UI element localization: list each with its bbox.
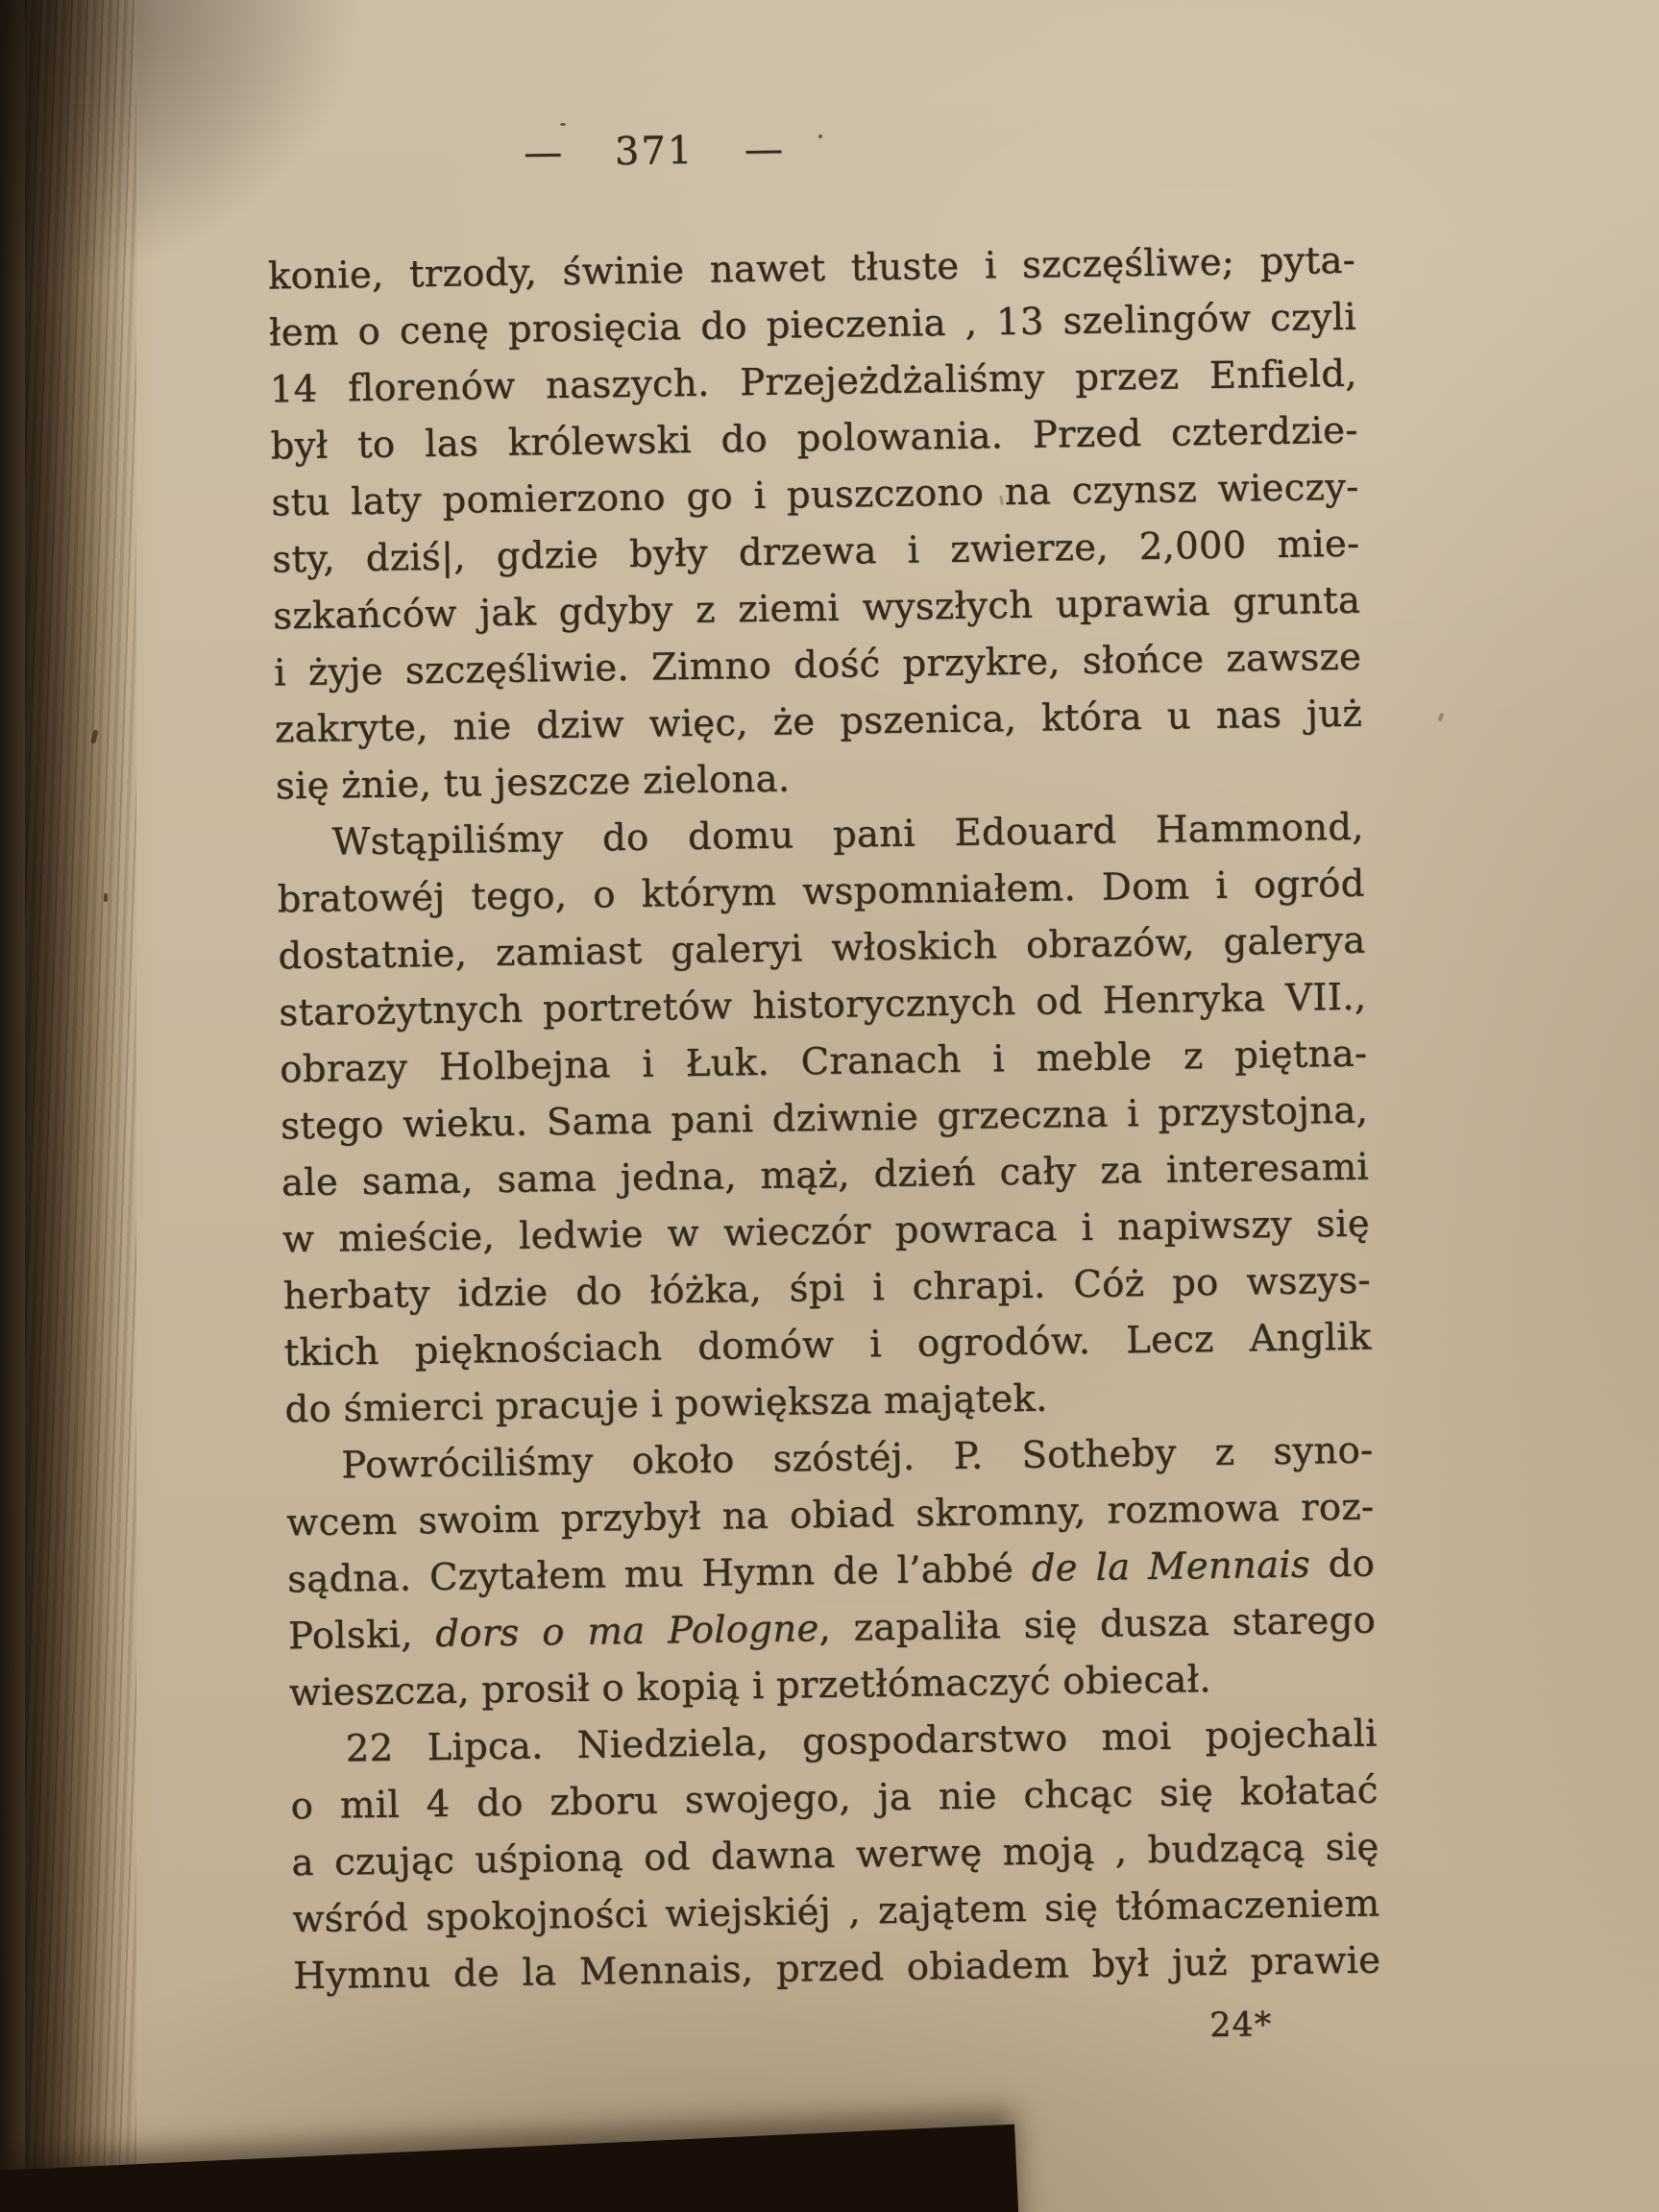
text-line: w mieście, ledwie w wieczór powraca i napiwszy się (281, 1202, 1371, 1262)
text-line: sądna. Czytałem mu Hymn de l’abbé de la Mennais do (286, 1542, 1376, 1602)
text-line: dostatnie, zamiast galeryi włoskich obrazów, galerya (278, 918, 1366, 979)
text-line: stego wieku. Sama pani dziwnie grzeczna i przystojna, (280, 1088, 1369, 1149)
text-line: 14 florenów naszych. Przejeżdżaliśmy przez Enfield, (269, 352, 1358, 412)
ink-speck (104, 893, 108, 902)
text-line: łem o cenę prosięcia do pieczenia , 13 szelingów czyli (268, 295, 1357, 355)
text-line: 22 Lipca. Niedziela, gospodarstwo moi pojechali (345, 1712, 1378, 1771)
text-line: stu laty pomierzono go i puszczono na czynsz wieczy- (271, 465, 1359, 525)
book-gutter-shadow (25, 0, 136, 2212)
table-background (0, 2125, 1021, 2212)
text-line: tkich pięknościach domów i ogrodów. Lecz Anglik (283, 1315, 1372, 1375)
text-line: o mil 4 do zboru swojego, ja nie chcąc się kołatać (290, 1768, 1378, 1829)
text-line: konie, trzody, świnie nawet tłuste i szczęśliwe; pyta- (267, 238, 1356, 299)
signature-mark: 24* (1208, 2005, 1273, 2046)
text-line: starożytnych portretów historycznych od Henryka VII., (279, 975, 1367, 1035)
text-line: bratowéj tego, o którym wspomniałem. Dom i ogród (277, 862, 1365, 922)
page-text (266, 119, 1382, 2095)
text-block (268, 232, 1381, 2005)
text-line: Wstąpiliśmy do domu pani Edouard Hammond, (331, 805, 1365, 864)
text-line: Powróciliśmy około szóstéj. P. Sotheby z syno- (341, 1428, 1374, 1488)
page-header (266, 119, 1354, 182)
text-line: wśród spokojności wiejskiéj , zajątem się tłómaczeniem (292, 1882, 1380, 1942)
text-line: się żnie, tu jeszcze zielona. (275, 757, 791, 809)
text-line: Hymnu de la Mennais, przed obiadem był już prawie (293, 1938, 1381, 1999)
ink-speck (560, 123, 566, 126)
text-line: szkańców jak gdyby z ziemi wyszłych uprawia grunta (273, 578, 1361, 639)
text-line: wcem swoim przybył na obiad skromny, rozmowa roz- (286, 1485, 1375, 1545)
ink-speck (1438, 713, 1445, 722)
text-line: był to las królewski do polowania. Przed czterdzie- (270, 408, 1358, 469)
text-line: sty, dziś|, gdzie były drzewa i zwierze, 2,000 mie- (272, 522, 1360, 582)
text-line: a czując uśpioną od dawna werwę moją , budzącą się (291, 1825, 1379, 1885)
text-line: Polski, dors o ma Pologne, zapaliła się dusza starego (287, 1598, 1377, 1659)
text-line: obrazy Holbejna i Łuk. Cranach i meble z piętna- (280, 1032, 1368, 1092)
text-line: i żyje szczęśliwie. Zimno dość przykre, słońce zawsze (273, 635, 1362, 695)
text-line: ale sama, sama jedna, mąż, dzień cały za interesami (281, 1145, 1370, 1205)
text-line: zakryte, nie dziw więc, że pszenica, która u nas już (274, 692, 1363, 752)
text-line: wieszcza, prosił o kopią i przetłómaczyć obiecał. (288, 1658, 1212, 1715)
page-number: — 371 — (523, 127, 786, 176)
text-line: do śmierci pracuje i powiększa majątek. (284, 1376, 1049, 1432)
text-line: herbaty idzie do łóżka, śpi i chrapi. Cóż po wszys- (282, 1258, 1372, 1319)
